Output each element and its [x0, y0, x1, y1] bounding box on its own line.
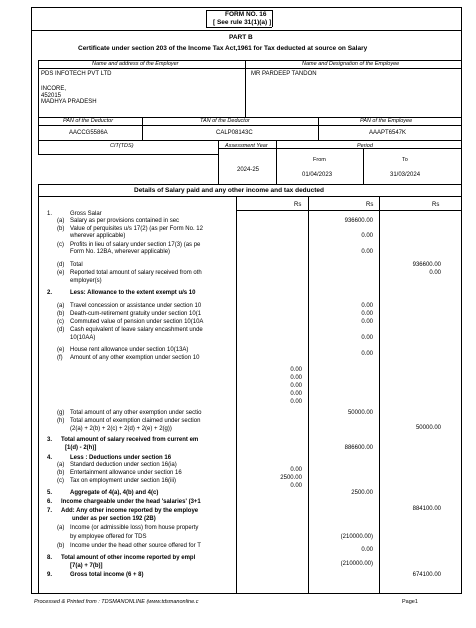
salary-line-text: Total amount of exemption claimed under section: [70, 418, 201, 424]
salary-line-text: Total: [70, 262, 83, 268]
amount-value: 936600.00: [344, 218, 373, 224]
amount-value: (210000.00): [340, 561, 373, 567]
amount-value: 936600.00: [412, 262, 441, 268]
amount-value: 2500.00: [280, 475, 302, 481]
salary-line-text: under as per section 192 (2B): [72, 516, 156, 522]
salary-line-text: (2(a) + 2(b) + 2(c) + 2(d) + 2(e) + 2(g)): [70, 426, 172, 432]
pan-employee: AAAPT6547K: [369, 130, 407, 136]
amount-value: 0.00: [290, 367, 302, 373]
salary-line-text: Total amount of other income reported by empl: [61, 555, 196, 561]
salary-line-text: (c): [57, 478, 64, 484]
employer-address-2: 452015: [41, 93, 62, 99]
pan-deductor: AACCG5586A: [69, 130, 108, 136]
period-label: Period: [357, 143, 373, 149]
salary-line-text: 9.: [47, 572, 53, 578]
rs-col2: Rs: [366, 202, 374, 208]
salary-line-text: Salary as per provisions contained in sec: [70, 218, 180, 224]
salary-line-text: House rent allowance under section 10(13A): [70, 347, 189, 353]
form-rule: [ See rule 31(1)(a) ]: [213, 19, 272, 26]
employee-label: Name and Designation of the Employee: [302, 61, 400, 67]
from-label: From: [313, 157, 326, 163]
salary-line-text: Form No. 12BA, wherever applicable): [70, 249, 171, 255]
salary-line-text: (a): [57, 218, 65, 224]
employer-label: Name and address of the Employer: [92, 61, 179, 67]
salary-line-text: (e): [57, 347, 65, 353]
rs-col3: Rs: [432, 202, 440, 208]
tan-deductor-label: TAN of the Deductor: [200, 118, 250, 124]
salary-line-text: Less: Allowance to the extent exempt u/s 10: [70, 290, 196, 296]
salary-line-text: employer(s): [70, 278, 102, 284]
amount-value: 0.00: [361, 547, 373, 553]
amount-value: 0.00: [361, 233, 373, 239]
amount-value: 884100.00: [412, 506, 441, 512]
salary-line-text: Gross Salar: [70, 211, 102, 217]
amount-value: 0.00: [429, 270, 441, 276]
salary-line-text: Income chargeable under the head 'salaries' (3+1: [61, 499, 201, 505]
amount-value: 0.00: [290, 375, 302, 381]
salary-line-text: Amount of any other exemption under section 10: [70, 355, 200, 361]
period-to: 31/03/2024: [390, 172, 421, 178]
form-title: FORM NO. 16: [225, 11, 267, 18]
salary-line-text: Add: Any other income reported by the employe: [61, 508, 199, 514]
salary-line-text: (e): [57, 270, 65, 276]
employer-address-1: INCORE,: [41, 86, 67, 92]
salary-line-text: Value of perquisites u/s 17(2) (as per Form No. 12: [70, 226, 203, 232]
rs-col1: Rs: [294, 202, 302, 208]
amount-value: 0.00: [361, 351, 373, 357]
salary-line-text: (b): [57, 470, 65, 476]
salary-line-text: 4.: [47, 455, 53, 461]
salary-line-text: [7(a) + 7(b)]: [70, 563, 103, 569]
salary-line-text: 2.: [47, 290, 53, 296]
salary-line-text: 5.: [47, 490, 53, 496]
salary-line-text: by employee offered for TDS: [70, 534, 147, 540]
amount-value: 50000.00: [415, 425, 441, 431]
salary-line-text: Total amount of any other exemption under sectio: [70, 410, 202, 416]
amount-value: 0.00: [361, 303, 373, 309]
employee-name: MR PARDEEP TANDON: [251, 71, 317, 77]
salary-line-text: (b): [57, 311, 65, 317]
salary-line-text: Gross total income (6 + 8): [70, 572, 144, 578]
amount-value: 50000.00: [347, 410, 373, 416]
salary-line-text: Standard deduction under section 16(ia): [70, 462, 177, 468]
salary-line-text: 8.: [47, 555, 53, 561]
tan-deductor: CALP08143C: [216, 130, 253, 136]
salary-line-text: Reported total amount of salary received from oth: [70, 270, 202, 276]
salary-line-text: (a): [57, 462, 65, 468]
amount-value: 0.00: [290, 399, 302, 405]
footer-left: Processed & Printed from : TDSMANONLINE (www.tdsmanonline.c: [34, 599, 199, 605]
salary-line-text: (d): [57, 262, 65, 268]
salary-line-text: 1.: [47, 211, 53, 217]
ay-label: Assessment Year: [225, 143, 268, 149]
salary-line-text: Death-cum-retirement gratuity under section 10(1: [70, 311, 202, 317]
salary-line-text: (b): [57, 226, 65, 232]
amount-value: (210000.00): [340, 534, 373, 540]
salary-line-text: Entertainment allowance under section 16: [70, 470, 182, 476]
salary-line-text: 10(10AA): [70, 335, 96, 341]
period-from: 01/04/2023: [302, 172, 333, 178]
salary-line-text: Cash equivalent of leave salary encashment unde: [70, 327, 203, 333]
salary-line-text: Commuted value of pension under section 10(10A: [70, 319, 204, 325]
employer-name: PDS INFOTECH PVT LTD: [41, 71, 112, 77]
assessment-year: 2024-25: [237, 167, 260, 173]
amount-value: 674100.00: [412, 572, 441, 578]
certificate-title: Certificate under section 203 of the Income Tax Act,1961 for Tax deducted at source on Salary: [78, 45, 368, 52]
footer-page: Page1: [402, 599, 418, 605]
amount-value: 0.00: [361, 311, 373, 317]
salary-line-text: (c): [57, 319, 64, 325]
salary-line-text: [1(d) - 2(h)]: [65, 445, 97, 451]
pan-employee-label: PAN of the Employee: [360, 118, 413, 124]
salary-line-text: (h): [57, 418, 65, 424]
salary-line-text: (c): [57, 242, 64, 248]
salary-line-text: 3.: [47, 437, 53, 443]
details-title: Details of Salary paid and any other income and tax deducted: [134, 187, 324, 194]
salary-line-text: (g): [57, 410, 65, 416]
salary-line-text: (a): [57, 303, 65, 309]
amount-value: 0.00: [361, 319, 373, 325]
salary-line-text: (b): [57, 543, 65, 549]
salary-line-text: Travel concession or assistance under section 10: [70, 303, 202, 309]
cit-label: CIT(TDS): [110, 143, 134, 149]
amount-value: 886600.00: [344, 445, 373, 451]
pan-deductor-label: PAN of the Deductor: [63, 118, 114, 124]
amount-value: 0.00: [290, 383, 302, 389]
amount-value: 0.00: [290, 467, 302, 473]
salary-line-text: Aggregate of 4(a), 4(b) and 4(c): [70, 490, 159, 496]
to-label: To: [402, 157, 408, 163]
salary-line-text: Tax on employment under section 16(iii): [70, 478, 177, 484]
salary-line-text: 6.: [47, 499, 53, 505]
part-label: PART B: [229, 34, 253, 41]
salary-line-text: (f): [57, 355, 63, 361]
salary-line-text: Less : Deductions under section 16: [70, 455, 172, 461]
salary-line-text: Total amount of salary received from current em: [61, 437, 199, 443]
salary-line-text: (d): [57, 327, 65, 333]
salary-line-text: Income (or admissible loss) from house property: [70, 525, 199, 531]
amount-value: 0.00: [290, 483, 302, 489]
amount-value: 0.00: [361, 335, 373, 341]
employer-address-3: MADHYA PRADESH: [41, 99, 97, 105]
salary-line-text: wherever applicable): [70, 233, 126, 239]
salary-line-text: 7.: [47, 508, 53, 514]
salary-line-text: Income under the head other source offered for T: [70, 543, 201, 549]
amount-value: 2500.00: [351, 490, 373, 496]
salary-line-text: (a): [57, 525, 65, 531]
amount-value: 0.00: [290, 391, 302, 397]
amount-value: 0.00: [361, 249, 373, 255]
salary-line-text: Profits in lieu of salary under section 17(3) (as pe: [70, 242, 201, 248]
